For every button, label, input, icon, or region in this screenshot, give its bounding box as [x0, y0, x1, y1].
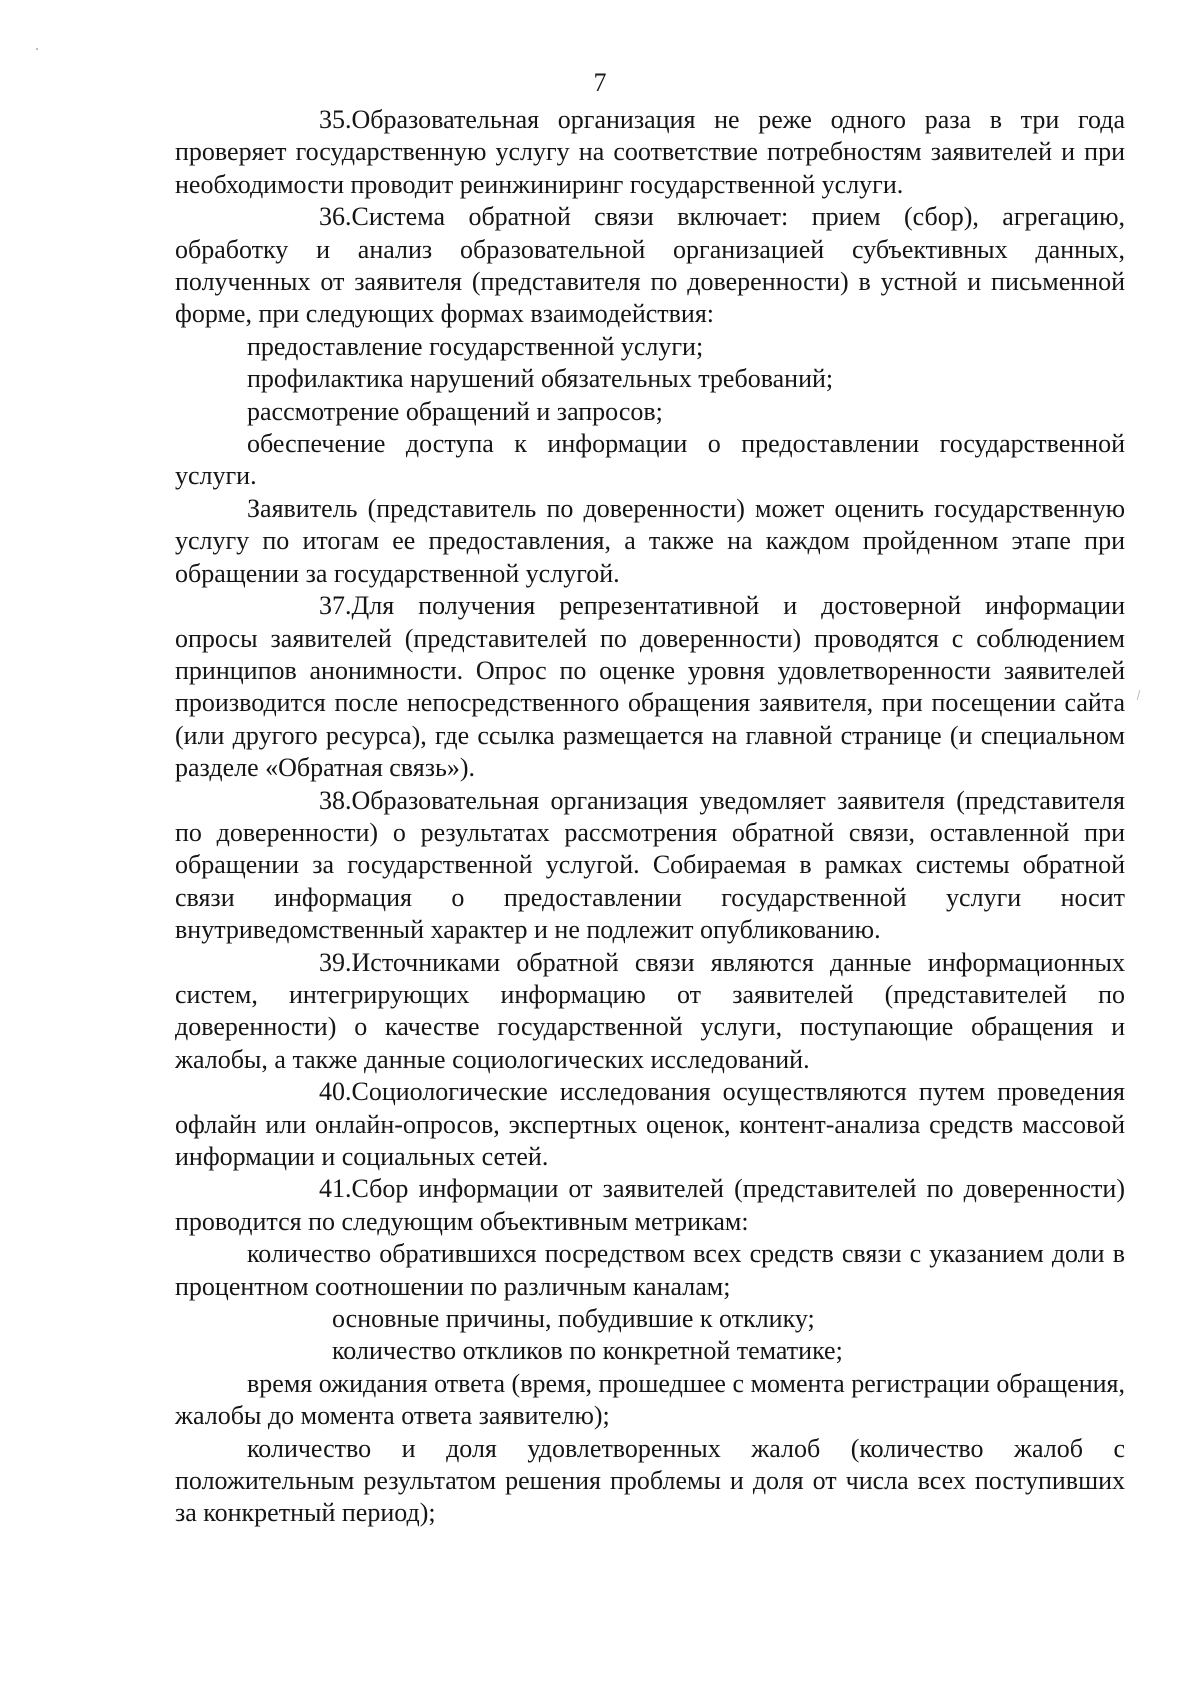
- document-body: [175, 104, 1125, 1530]
- list-item: время ожидания ответа (время, прошедшее с момента регистрации обращения, жалобы до момента ответа заявителю);: [175, 1368, 1125, 1431]
- list-item: количество и доля удовлетворенных жалоб (количество жалоб с положительным результатом решения проблемы и доля от числа всех поступивших за конкретный период);: [175, 1433, 1125, 1528]
- paragraph-text: Образовательная организация уведомляет заявителя (представителя по доверенности) о результатах рассмотрения обратной связи, оставленной при обращении за государственной услугой. Собираемая в рамках системы обратной связи информация о предоставлении государственной услуги носит внутриведомственный характер и не подлежит опубликованию.: [175, 785, 1125, 945]
- paragraph-38: [175, 785, 1125, 947]
- clause-number: 41.: [319, 1174, 352, 1204]
- clause-number: 36.: [319, 202, 352, 232]
- list-item: обеспечение доступа к информации о предоставлении государственной услуги.: [175, 429, 1125, 491]
- clause-number: 38.: [319, 785, 352, 815]
- paragraph-text: Для получения репрезентативной и достоверной информации опросы заявителей (представителей по доверенности) проводятся с соблюдением принципов анонимности. Опрос по оценке уровня удовлетворенности заявителей производится после непосредственного обращения заявителя, при посещении сайта (или другого ресурса), где ссылка размещается на главной странице (и специальном разделе «Обратная связь»).: [175, 591, 1125, 783]
- list-item: рассмотрение обращений и запросов;: [247, 396, 663, 426]
- list-item: предоставление государственной услуги;: [247, 331, 704, 361]
- clause-number: 39.: [319, 947, 352, 977]
- list-item: количество обратившихся посредством всех средств связи с указанием доли в процентном соотношении по различным каналам;: [175, 1239, 1125, 1301]
- paragraph-37: [175, 590, 1125, 784]
- page-number: 7: [593, 68, 607, 97]
- list-item: профилактика нарушений обязательных требований;: [247, 364, 834, 394]
- clause-number: 37.: [319, 591, 352, 621]
- clause-number: 40.: [319, 1077, 352, 1107]
- paragraph-text: Заявитель (представитель по доверенности) может оценить государственную услугу по итогам ее предоставления, а также на каждом пройденном этапе при обращении за государственной услугой.: [175, 493, 1125, 588]
- paragraph-text: Социологические исследования осуществляются путем проведения офлайн или онлайн-опросов, экспертных оценок, контент-анализа средств массовой информации и социальных сетей.: [175, 1077, 1125, 1171]
- list-item: основные причины, побудившие к отклику;: [332, 1304, 815, 1334]
- paragraph-text: Система обратной связи включает: прием (сбор), агрегацию, обработку и анализ образовательной организацией субъективных данных, полученных от заявителя (представителя по доверенности) в устной и письменной форме, при следующих формах взаимодействия:: [175, 202, 1125, 329]
- paragraph-text: Источниками обратной связи являются данные информационных систем, интегрирующих информацию от заявителей (представителей по доверенности) о качестве государственной услуги, поступающие обращения и жалобы, а также данные социологических исследований.: [175, 947, 1125, 1074]
- scan-speck: [36, 48, 38, 50]
- paragraph-35: [175, 104, 1125, 201]
- paragraph-text: Образовательная организация не реже одного раза в три года проверяет государственную услугу на соответствие потребностям заявителей и при необходимости проводит реинжиниринг государственной услуги.: [175, 105, 1125, 199]
- paragraph-36: [175, 201, 1125, 331]
- paragraph-39: [175, 947, 1125, 1077]
- scan-speck: [1137, 690, 1141, 700]
- paragraph-40: [175, 1076, 1125, 1173]
- clause-number: 35.: [319, 105, 352, 134]
- paragraph-41: [175, 1173, 1125, 1238]
- paragraph-text: Сбор информации от заявителей (представителей по доверенности) проводится по следующим объективным метрикам:: [175, 1174, 1125, 1236]
- list-item: количество откликов по конкретной тематике;: [332, 1336, 843, 1366]
